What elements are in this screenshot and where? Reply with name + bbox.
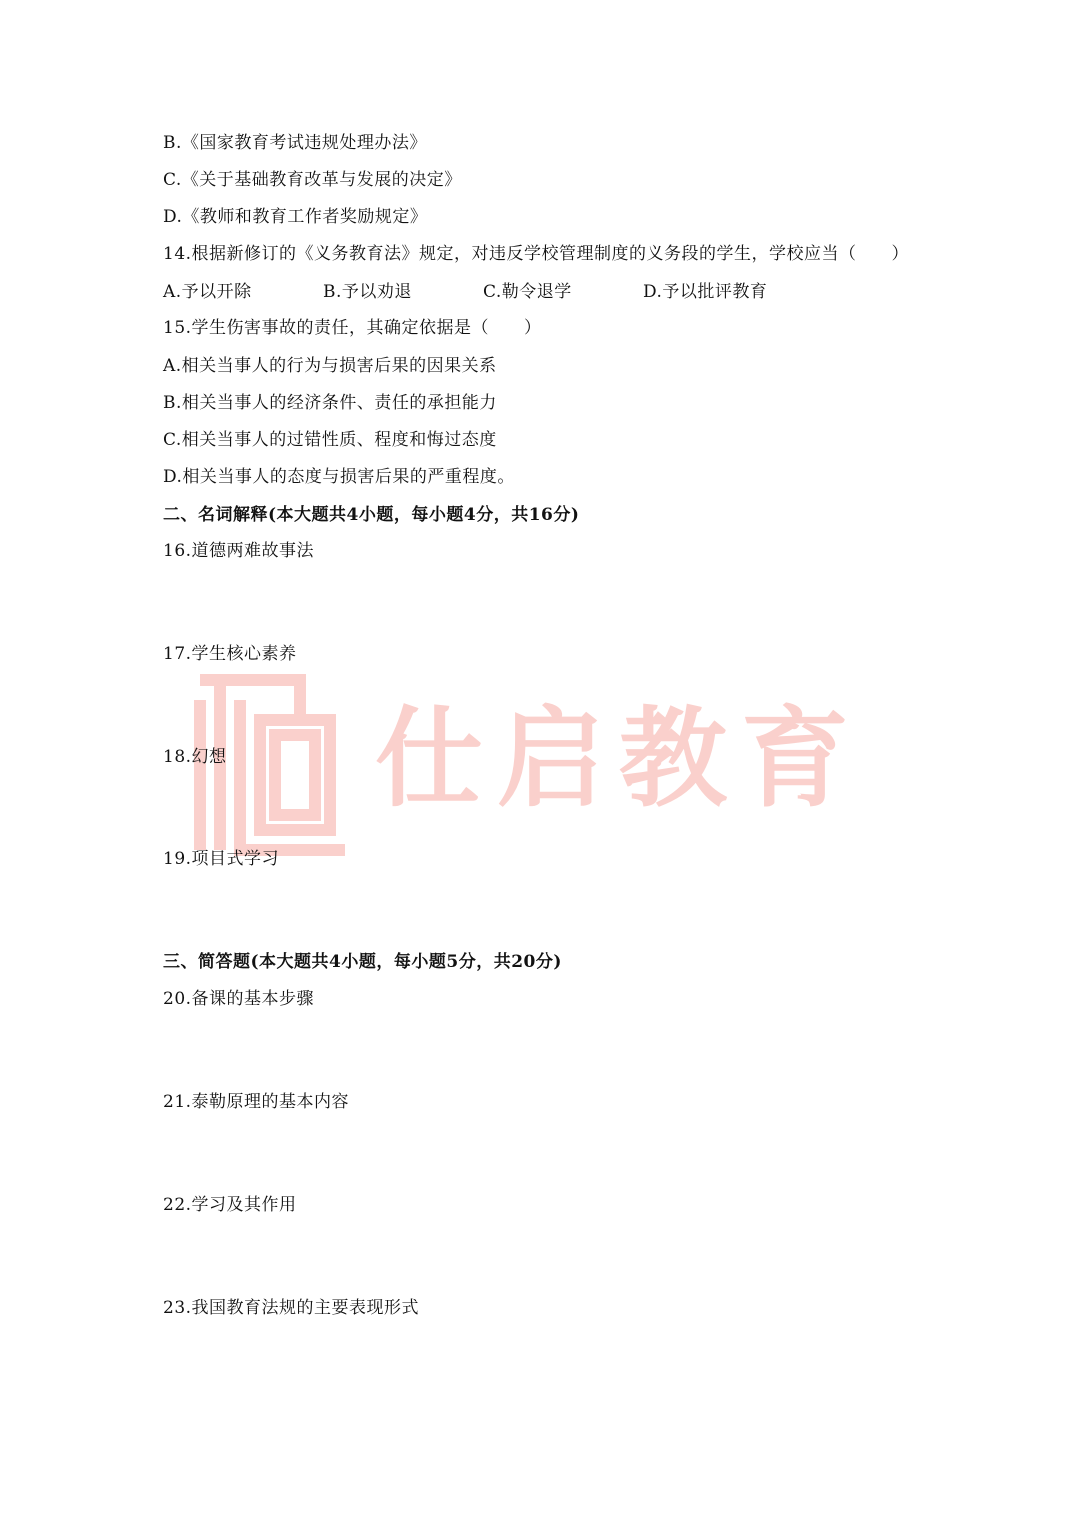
section2-item: 17.学生核心素养 xyxy=(163,644,297,664)
q13-option-b: B.《国家教育考试违规处理办法》 xyxy=(163,133,427,153)
q13-option-d: D.《教师和教育工作者奖励规定》 xyxy=(163,207,428,227)
section3-item: 20.备课的基本步骤 xyxy=(163,989,315,1009)
q14-option-b: B.予以劝退 xyxy=(323,282,412,302)
section3-item: 21.泰勒原理的基本内容 xyxy=(163,1092,350,1112)
q15-option-c: C.相关当事人的过错性质、程度和悔过态度 xyxy=(163,430,497,450)
q14-option-c: C.勒令退学 xyxy=(483,282,572,302)
q15-option-d: D.相关当事人的态度与损害后果的严重程度。 xyxy=(163,467,515,487)
watermark xyxy=(190,660,910,860)
section2-heading: 二、名词解释(本大题共4小题，每小题4分，共16分) xyxy=(163,505,580,525)
section2-item: 16.道德两难故事法 xyxy=(163,541,315,561)
q14-option-a: A.予以开除 xyxy=(163,282,252,302)
q13-option-c: C.《关于基础教育改革与发展的决定》 xyxy=(163,170,462,190)
q15-stem: 15.学生伤害事故的责任，其确定依据是（ ） xyxy=(163,318,542,338)
section2-item: 19.项目式学习 xyxy=(163,849,280,869)
section3-heading: 三、简答题(本大题共4小题，每小题5分，共20分) xyxy=(163,952,562,972)
section3-item: 23.我国教育法规的主要表现形式 xyxy=(163,1298,420,1318)
q14-option-d: D.予以批评教育 xyxy=(643,282,768,302)
watermark-text: 仕启教育 xyxy=(375,697,864,822)
section3-item: 22.学习及其作用 xyxy=(163,1195,297,1215)
q14-stem: 14.根据新修订的《义务教育法》规定，对违反学校管理制度的义务段的学生，学校应当（ ） xyxy=(163,244,910,264)
q15-option-a: A.相关当事人的行为与损害后果的因果关系 xyxy=(163,356,497,376)
section2-item: 18.幻想 xyxy=(163,747,227,767)
q15-option-b: B.相关当事人的经济条件、责任的承担能力 xyxy=(163,393,497,413)
